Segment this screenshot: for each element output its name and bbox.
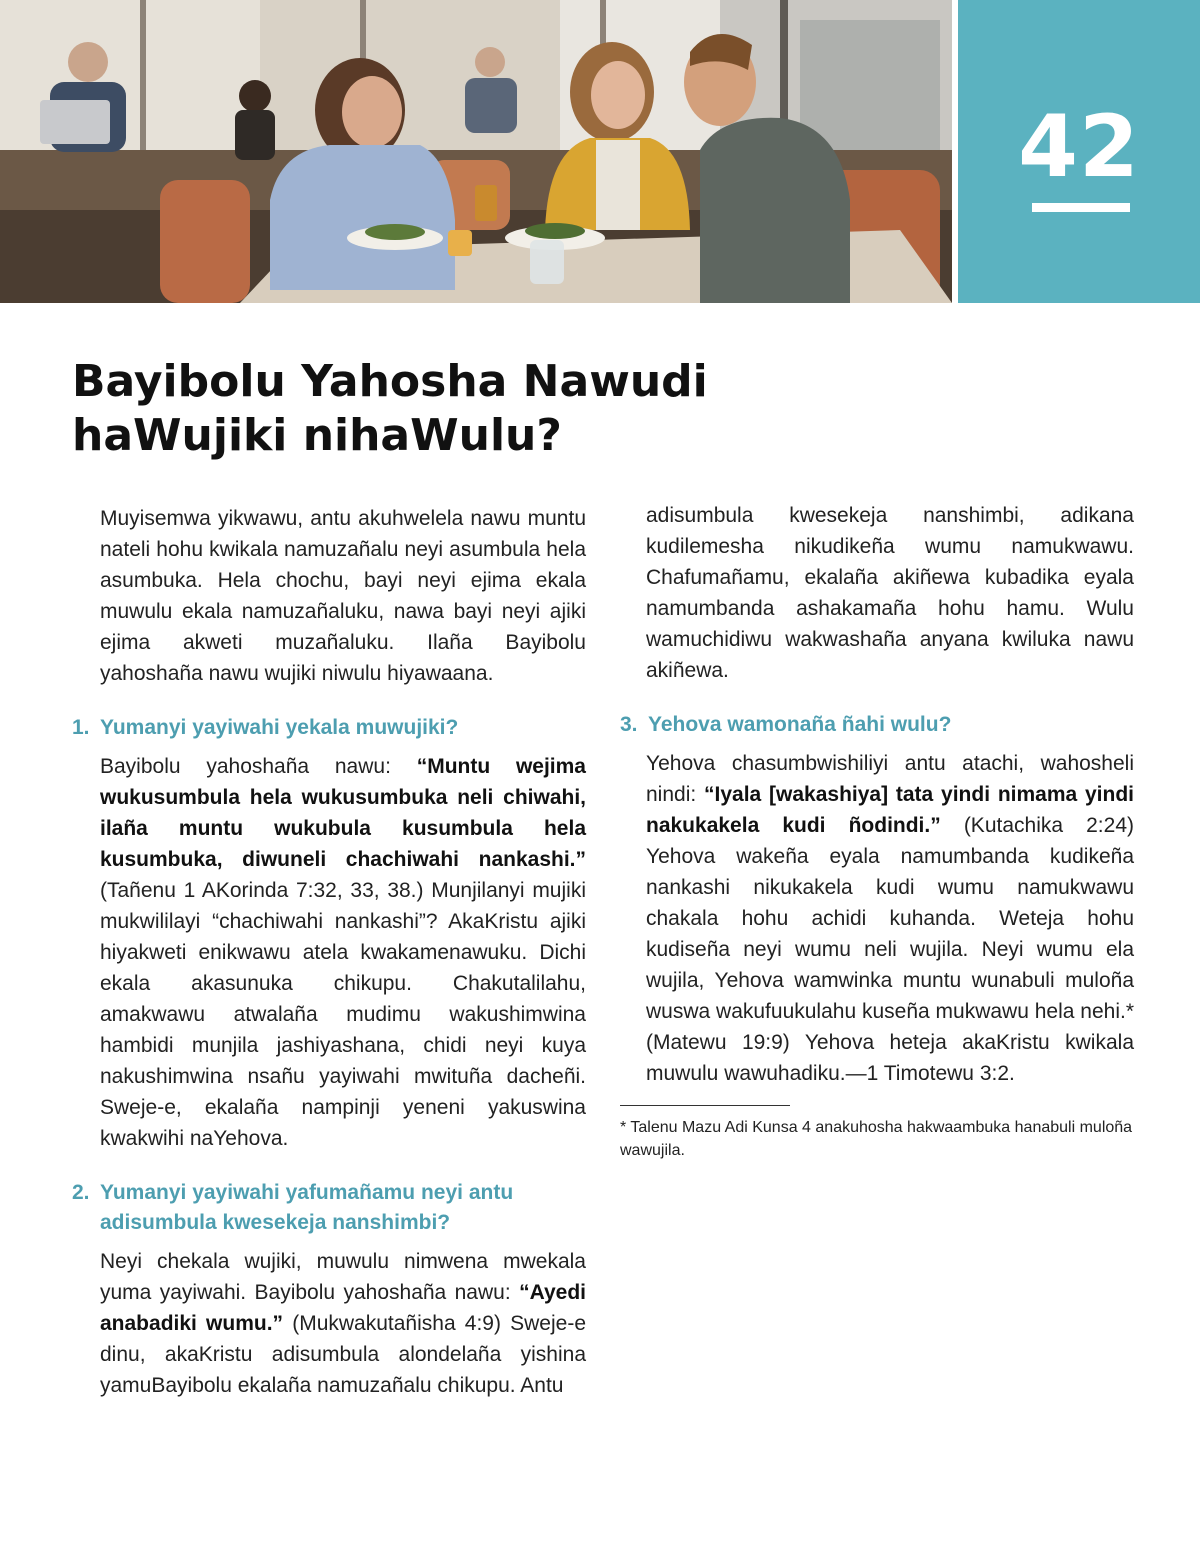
right-column [620,500,1134,1162]
question-1 [72,713,586,743]
question-3 [620,710,1134,740]
question-1-number: 1. [72,716,90,739]
section-3-text-before: Yehova chasumbwishiliyi antu atachi, wahosheli nindi: [646,752,1134,806]
section-2-text-after: (Mukwakutañisha 4:9) Sweje-e dinu, akaKristu adisumbula alondelaña yishina yamuBayibolu ekalaña namuzañalu chikupu. Antu [100,1312,587,1397]
section-2-paragraph-continued: adisumbula kwesekeja nanshimbi, adikana kudilemesha nikudikeña wumu namukwawu. Chafumañamu, ekalaña akiñewa kubadika eyala namumbanda ashakamaña hohu hamu. Wulu wamuchidiwu wakwashaña anyana kwiluka nawu akiñewa. [646,504,1134,682]
cafe-conversation-photo [0,0,952,303]
lesson-number-underline [1032,203,1130,212]
lesson-number-panel [958,0,1200,303]
question-2-number: 2. [72,1181,90,1204]
section-1-paragraph [100,751,586,1154]
section-3-text-after: (Kutachika 2:24) Yehova wakeña eyala namumbanda kudikeña nankashi nikukakela kudi wumu namukwawu chakala hohu achidi kuhanda. Weteja hohu kudiseña neyi wumu neli wujila. Neyi wumu ela wujila, Yehova wamwinka muntu wunabuli muloña wuswa wakufuukulahu kuseña mukwawu hela nehi.* (Matewu 19:9) Yehova heteja akaKristu kwikala muwulu wawuhadiku.—1 Timotewu 3:2. [646,814,1134,1085]
section-1-text-after: (Tañenu 1 AKorinda 7:32, 33, 38.) Munjilanyi mujiki mukwililayi “chachiwahi nankashi”? AkaKristu ajiki hiyakweti enikwawu atela kwakamenawuku. Dichi ekala akasunuka chikupu. Chakutalilahu, amakwawu atwalaña mudimu wakushimwina hambidi munjila jashiyashana, chidi neyi kuya nakushimwina nsañu yayiwahi mwituña dacheñi. Sweje-e, ekalaña nampinji yeneni yakuswina kwakwihi naYehova. [100,879,586,1150]
header-photo [0,0,952,303]
footnote: * Talenu Mazu Adi Kunsa 4 anakuhosha hakwaambuka hanabuli muloña wawujila. [620,1119,1133,1159]
page-title [72,355,792,463]
question-1-text: Yumanyi yayiwahi yekala muwujiki? [100,716,459,739]
page-title-line-1: Bayibolu Yahosha Nawudi [72,356,708,407]
question-3-number: 3. [620,713,638,736]
question-2-text: Yumanyi yayiwahi yafumañamu neyi antu adisumbula kwesekeja nanshimbi? [100,1181,514,1234]
lesson-number: 42 [1018,97,1140,197]
intro-paragraph: Muyisemwa yikwawu, antu akuhwelela nawu muntu nateli hohu kwikala namuzañalu neyi asumbula hela asumbuka. Hela chochu, bayi neyi ejima ekala muwulu ekala namuzañaluku, nawa bayi neyi ajiki ejima akweti muzañaluku. Ilaña Bayibolu yahoshaña nawu wujiki niwulu hiyawaana. [100,507,586,685]
section-1-text-before: Bayibolu yahoshaña nawu: [100,755,417,778]
left-column [72,503,586,1401]
question-2 [72,1178,586,1238]
section-1-quote: “Muntu wejima wukusumbula hela wukusumbuka neli chiwahi, ilaña muntu wukubula kusumbula hela kusumbuka, diwuneli chachiwahi nankashi.” [100,755,586,871]
footnote-divider [620,1105,790,1106]
section-2-paragraph [100,1246,586,1401]
section-3-paragraph [646,748,1134,1089]
section-3-quote: “Iyala [wakashiya] tata yindi nimama yindi nakukakela kudi ñodindi.” [646,783,1135,837]
section-2-text-before: Neyi chekala wujiki, muwulu nimwena mwekala yuma yayiwahi. Bayibolu yahoshaña nawu: [100,1250,586,1304]
question-3-text: Yehova wamonaña ñahi wulu? [648,713,952,736]
page-title-line-2: haWujiki nihaWulu? [72,410,562,461]
section-2-quote: “Ayedi anabadiki wumu.” [100,1281,586,1335]
